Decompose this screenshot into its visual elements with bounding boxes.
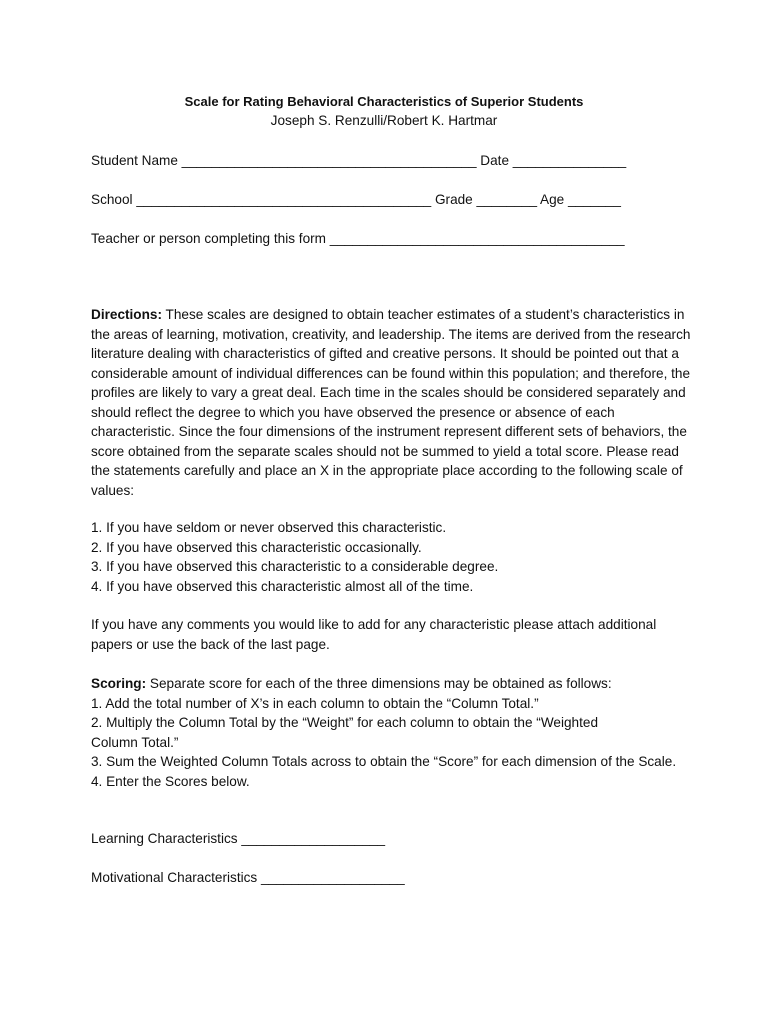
document-authors: Joseph S. Renzulli/Robert K. Hartmar (270, 113, 498, 128)
scale-value-2: 2. If you have observed this characteristic occasionally. (91, 539, 422, 555)
teacher-field: Teacher or person completing this form _______________________________________ (91, 231, 625, 246)
document-title: Scale for Rating Behavioral Characteristics of Superior Students (184, 94, 584, 109)
comments-note: If you have any comments you would like to add for any characteristic please attach additional papers or use the back of the last page. (91, 617, 657, 652)
scoring-step-3: 3. Sum the Weighted Column Totals across to obtain the “Score” for each dimension of the Scale. (91, 754, 677, 769)
scale-value-4: 4. If you have observed this characteristic almost all of the time. (91, 578, 474, 594)
scoring-section (91, 674, 691, 791)
learning-score-field: Learning Characteristics ___________________ (91, 831, 385, 846)
scoring-step-4: 4. Enter the Scores below. (91, 773, 250, 789)
school-grade-age-field: School _______________________________________ Grade ________ Age _______ (91, 192, 621, 207)
directions-label: Directions: (91, 307, 163, 322)
scale-values-list (91, 518, 691, 596)
scoring-step-2: 2. Multiply the Column Total by the “Weight” for each column to obtain the “Weighted Column Total.” (91, 715, 599, 750)
scoring-step-1: 1. Add the total number of X’s in each column to obtain the “Column Total.” (91, 695, 539, 711)
scoring-intro: Separate score for each of the three dimensions may be obtained as follows: (146, 676, 612, 691)
scoring-label: Scoring: (91, 676, 147, 691)
scale-value-3: 3. If you have observed this characteristic to a considerable degree. (91, 559, 499, 574)
student-name-date-field: Student Name _______________________________________ Date _______________ (91, 153, 627, 168)
scale-value-1: 1. If you have seldom or never observed this characteristic. (91, 520, 447, 535)
directions-paragraph (91, 305, 691, 500)
directions-text: These scales are designed to obtain teacher estimates of a student’s characteristics in the areas of learning, motivation, creativity, and leadership. The items are derived from the research literature dealing with characteristics of gifted and creative persons. It should be pointed out that a considerable amount of individual differences can be found within this population; and therefore, the profiles are likely to vary a great deal. Each time in the scales should be considered separately and should reflect the degree to which you have observed the presence or absence of each characteristic. Since the four dimensions of the instrument represent different sets of behaviors, the score obtained from the separate scales should not be summed to yield a total score. Please read the statements carefully and place an X in the appropriate place according to the following scale of values: (91, 307, 691, 498)
motivational-score-field: Motivational Characteristics ___________________ (91, 870, 405, 885)
